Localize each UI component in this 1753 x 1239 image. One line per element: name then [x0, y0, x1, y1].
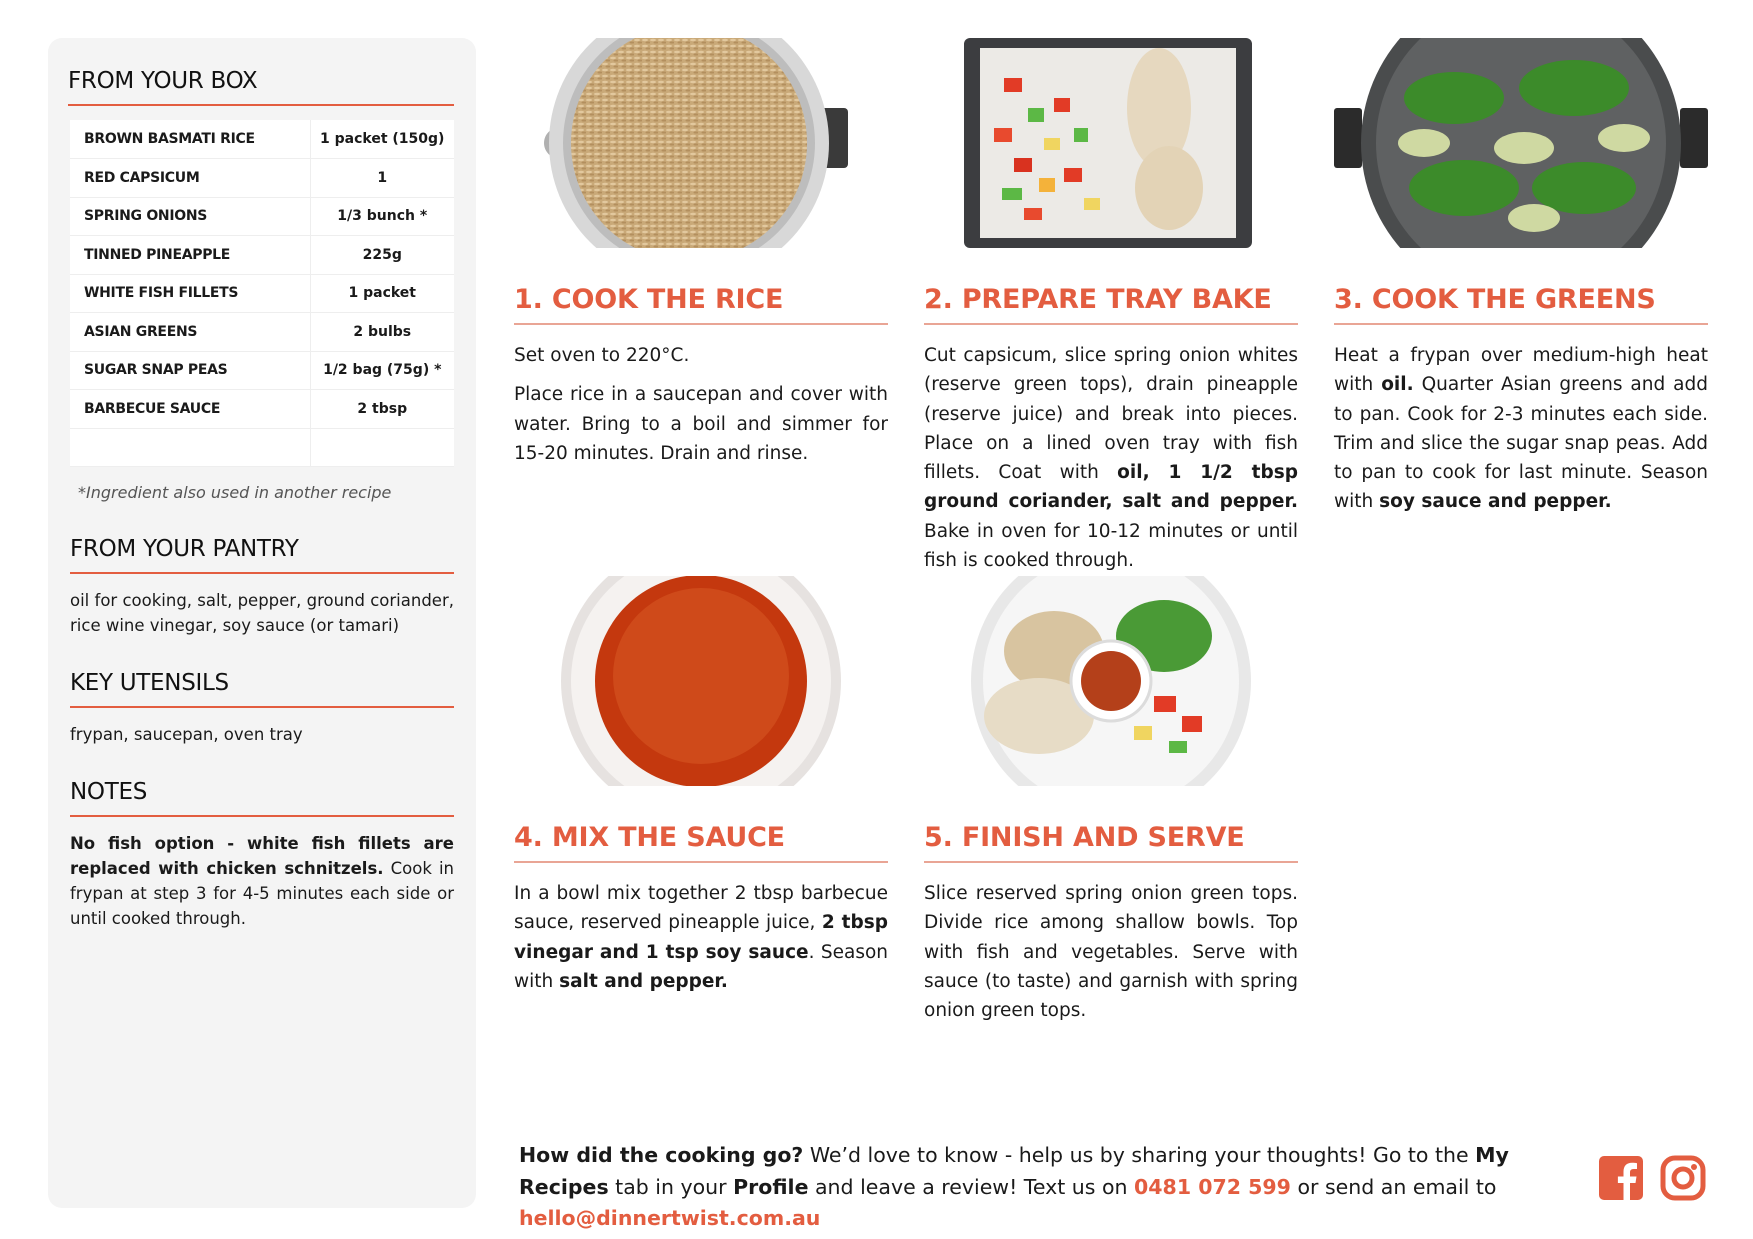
step-2-title: 2. PREPARE TRAY BAKE	[924, 284, 1298, 325]
step-4-text-a: In a bowl mix together 2 tbsp barbecue sauce, reserved pineapple juice,	[514, 883, 888, 934]
sidebar	[48, 38, 476, 1208]
step-4-text-bold-1: 2 tbsp vinegar and 1 tsp soy sauce	[514, 912, 888, 963]
step-3-text-bold-1: oil.	[1381, 374, 1414, 396]
footer-text-2: tab in your	[608, 1174, 734, 1199]
table-row	[70, 120, 454, 159]
facebook-icon[interactable]	[1597, 1154, 1645, 1202]
my-recipes-label: My Recipes	[519, 1143, 1509, 1199]
ingredient-qty: 1 packet (150g)	[310, 120, 454, 159]
ingredient-qty: 2 bulbs	[310, 313, 454, 352]
notes-body: Cook in frypan at step 3 for 4-5 minutes each side or until cooked through.	[70, 858, 454, 928]
step-3-text-bold-2: soy sauce and pepper.	[1379, 491, 1612, 513]
step-5-title: 5. FINISH AND SERVE	[924, 822, 1298, 863]
footer-text-4: or send an email to	[1290, 1174, 1497, 1199]
ingredients-table	[70, 120, 454, 467]
tray-bake-image	[924, 38, 1298, 248]
step-3	[1334, 38, 1708, 517]
step-3-title: 3. COOK THE GREENS	[1334, 284, 1708, 325]
step-2-text-a: Cut capsicum, slice spring onion whites (reserve green tops), drain pineapple (reserve juice) and break into pieces. Place on a lined oven tray with fish fillets. Coat with	[924, 345, 1298, 484]
ingredient-name: BROWN BASMATI RICE	[70, 120, 310, 159]
ingredient-qty: 1/2 bag (75g) *	[310, 351, 454, 390]
ingredient-qty: 1	[310, 159, 454, 198]
utensils-title: KEY UTENSILS	[70, 670, 454, 708]
ingredient-qty: 2 tbsp	[310, 390, 454, 429]
email-link[interactable]: hello@dinnertwist.com.au	[519, 1206, 821, 1230]
pantry-title: FROM YOUR PANTRY	[70, 536, 454, 574]
ingredient-name: TINNED PINEAPPLE	[70, 236, 310, 275]
footer-text-3: and leave a review! Text us on	[808, 1174, 1135, 1199]
step-3-text-b: Quarter Asian greens and add to pan. Cook for 2-3 minutes each side. Trim and slice the sugar snap peas. Add to pan to cook for last minute. Season with	[1334, 374, 1708, 513]
pantry-text: oil for cooking, salt, pepper, ground coriander, rice wine vinegar, soy sauce (or tamari)	[70, 590, 454, 635]
step-2	[924, 38, 1298, 575]
step-4	[514, 576, 888, 996]
step-4-text-b: . Season with	[514, 941, 888, 992]
table-row	[70, 390, 454, 429]
ingredient-name: BARBECUE SAUCE	[70, 390, 310, 429]
feedback-footer	[519, 1140, 1574, 1235]
step-4-title: 4. MIX THE SAUCE	[514, 822, 888, 863]
step-1-title: 1. COOK THE RICE	[514, 284, 888, 325]
notes-bold: No fish option - white fish fillets are replaced with chicken schnitzels.	[70, 833, 454, 878]
table-row	[70, 313, 454, 352]
step-1-text-2: Place rice in a saucepan and cover with water. Bring to a boil and simmer for 15-20 minutes. Drain and rinse.	[514, 384, 888, 464]
phone-link[interactable]: 0481 072 599	[1134, 1174, 1291, 1199]
ingredient-name: WHITE FISH FILLETS	[70, 274, 310, 313]
table-row-empty	[70, 428, 454, 466]
step-4-text-bold-2: salt and pepper.	[559, 970, 728, 992]
ingredient-name: SUGAR SNAP PEAS	[70, 351, 310, 390]
ingredient-name: SPRING ONIONS	[70, 197, 310, 236]
step-4-text	[514, 879, 888, 996]
notes-text	[70, 831, 454, 931]
instagram-icon[interactable]	[1659, 1154, 1707, 1202]
ingredient-qty: 1/3 bunch *	[310, 197, 454, 236]
empty-cell	[70, 428, 310, 466]
table-row	[70, 236, 454, 275]
step-3-text	[1334, 341, 1708, 517]
utensils-text: frypan, saucepan, oven tray	[70, 724, 303, 744]
ingredient-name: ASIAN GREENS	[70, 313, 310, 352]
step-5-text: Slice reserved spring onion green tops. Divide rice among shallow bowls. Top with fish and vegetables. Serve with sauce (to taste) and garnish with spring onion green tops.	[924, 883, 1298, 1022]
step-3-text-a: Heat a frypan over medium-high heat with	[1334, 345, 1708, 396]
table-row	[70, 197, 454, 236]
from-your-box-title: FROM YOUR BOX	[68, 68, 454, 106]
step-1-text-1: Set oven to 220°C.	[514, 345, 690, 366]
sauce-bowl-image	[514, 576, 888, 786]
footer-text-1: We’d love to know - help us by sharing your thoughts! Go to the	[803, 1143, 1476, 1167]
footer-question: How did the cooking go?	[519, 1143, 804, 1167]
ingredient-qty: 1 packet	[310, 274, 454, 313]
table-row	[70, 159, 454, 198]
step-2-text-b: Bake in oven for 10-12 minutes or until fish is cooked through.	[924, 520, 1298, 572]
table-row	[70, 351, 454, 390]
ingredient-qty: 225g	[310, 236, 454, 275]
step-1	[514, 38, 888, 468]
empty-cell	[310, 428, 454, 466]
step-5	[924, 576, 1298, 1025]
finished-dish-image	[924, 576, 1298, 786]
step-2-text-bold: oil, 1 1/2 tbsp ground coriander, salt and pepper.	[924, 462, 1298, 513]
ingredient-name: RED CAPSICUM	[70, 159, 310, 198]
greens-frypan-image	[1334, 38, 1708, 248]
footnote: *Ingredient also used in another recipe	[78, 482, 392, 502]
step-2-text	[924, 341, 1298, 575]
notes-title: NOTES	[70, 779, 454, 817]
profile-label: Profile	[733, 1174, 809, 1199]
rice-colander-image	[514, 38, 888, 248]
table-row	[70, 274, 454, 313]
